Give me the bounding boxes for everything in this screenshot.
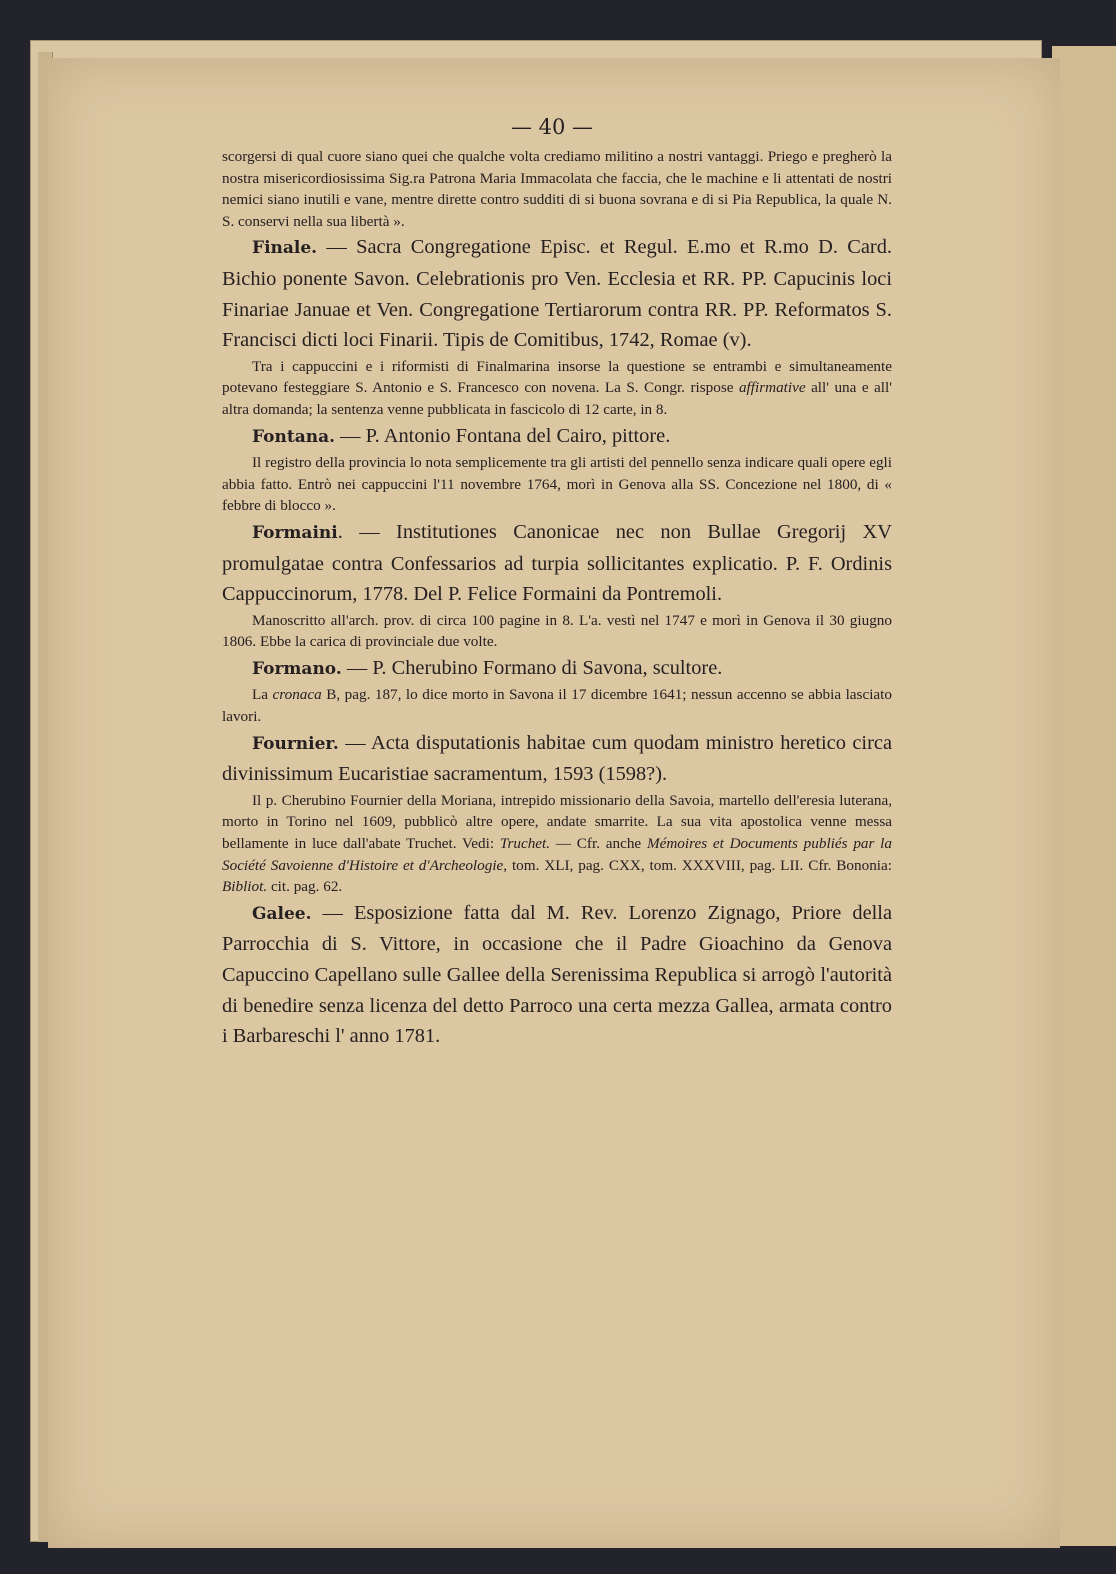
note-text: all' una e all' altra domanda; la sentenza venne pubblicata in fascicolo di 12 carte, in 8. <box>222 379 892 418</box>
note-italic: affirmative <box>738 379 806 397</box>
entry-formano <box>222 653 892 685</box>
note-finale <box>222 356 892 421</box>
entry-head: Finale. <box>252 238 318 259</box>
note-formaini: Manoscritto all'arch. prov. di circa 100 pagine in 8. L'a. vestì nel 1747 e morì in Genova il 30 giugno 1806. Ebbe la carica di provinciale due volte. <box>222 611 892 651</box>
note-italic: Truchet. <box>499 835 551 853</box>
entry-head: Fontana. <box>252 426 335 447</box>
entry-title: — P. Cherubino Formano di Savona, scultore. <box>341 656 723 679</box>
entry-formaini <box>222 517 892 610</box>
entry-head: Formaini <box>252 522 338 543</box>
note-fournier <box>222 790 892 898</box>
note-text: — Cfr. anche <box>550 835 647 853</box>
entry-head: Galee. <box>252 903 312 924</box>
note-italic: cronaca <box>272 686 322 704</box>
note-italic: Mémoires et Documents publiés par la Société Savoienne d'Histoire et d'Archeologie, <box>222 835 892 874</box>
entry-title: — Sacra Congregatione Episc. et Regul. E.mo et R.mo D. Card. Bichio ponente Savon. Celebrationis pro Ven. Ecclesia et RR. PP. Capucinis loci Finariae Januae et Ven. Congregatione Tertiarorum contra RR. PP. Reformatos S. Francisci dicti loci Finarii. Tipis de Comitibus, 1742, Romae (v). <box>222 236 892 352</box>
entry-fournier <box>222 728 892 790</box>
note-text: cit. pag. 62. <box>267 878 343 896</box>
note-text: B, pag. 187, lo dice morto in Savona il 17 dicembre 1641; nessun accenno se abbia lasciato lavori. <box>222 686 892 726</box>
entry-title: — P. Antonio Fontana del Cairo, pittore. <box>335 424 671 447</box>
entry-galee <box>222 898 892 1052</box>
note-text: tom. XLI, pag. CXX, tom. XXXVIII, pag. LII. Cfr. Bononia: <box>507 856 892 874</box>
page-text <box>222 112 892 1052</box>
note-text: Il p. Cherubino Fournier della Moriana, intrepido missionario della Savoia, martello dell'eresia luterana, morto in Torino nel 1609, pubblicò altre opere, andate smarrite. La sua vita apostolica venne messa bellamente in luce dall'abate Truchet. Vedi: <box>222 791 892 853</box>
note-formano <box>222 684 892 727</box>
entry-title: — Acta disputationis habitae cum quodam ministro heretico circa divinissimum Eucaristiae sacramentum, 1593 (1598?). <box>222 731 892 786</box>
entry-head: Formano. <box>252 658 342 679</box>
page-number: — 40 — <box>510 115 594 139</box>
entry-title: . — Institutiones Canonicae nec non Bullae Gregorij XV promulgatae contra Confessarios ad turpia sollicitantes explicatio. P. F. Ordinis Cappuccinorum, 1778. Del P. Felice Formaini da Pontremoli. <box>222 520 892 606</box>
note-italic: Bibliot. <box>222 878 268 896</box>
intro-paragraph: scorgersi di qual cuore siano quei che qualche volta crediamo militino a nostri vantaggi. Priego e pregherò la nostra misericordiosissima Sig.ra Patrona Maria Immacolata che faccia, che le machine e li attentati de nostri nemici siano inutili e vane, mentre dirette contro sudditi di si buona sovrana e di si Pia Republica, la quale N. S. conservi nella sua libertà ». <box>222 148 892 230</box>
entry-head: Fournier. <box>252 733 339 754</box>
entry-fontana <box>222 421 892 453</box>
note-fontana: Il registro della provincia lo nota semplicemente tra gli artisti del pennello senza indicare quali opere egli abbia fatto. Entrò nei cappuccini l'11 novembre 1764, morì in Genova alla SS. Concezione nel 1800, di « febbre di blocco ». <box>222 454 892 515</box>
entry-title: — Esposizione fatta dal M. Rev. Lorenzo Zignago, Priore della Parrocchia di S. Vittore, in occasione che il Padre Gioachino da Genova Capuccino Capellano sulle Gallee della Serenissima Republica si arrogò l'autorità di benedire senza licenza del detto Parroco una certa mezza Gallea, armata contro i Barbareschi l' anno 1781. <box>222 901 892 1048</box>
entry-finale <box>222 232 892 355</box>
note-text: Tra i cappuccini e i riformisti di Finalmarina insorse la questione se entrambi e simultaneamente potevano festeggiare S. Antonio e S. Francesco con novena. La S. Congr. rispose <box>222 357 892 397</box>
note-text: La <box>252 686 273 704</box>
facing-page-edge <box>1052 46 1116 1546</box>
